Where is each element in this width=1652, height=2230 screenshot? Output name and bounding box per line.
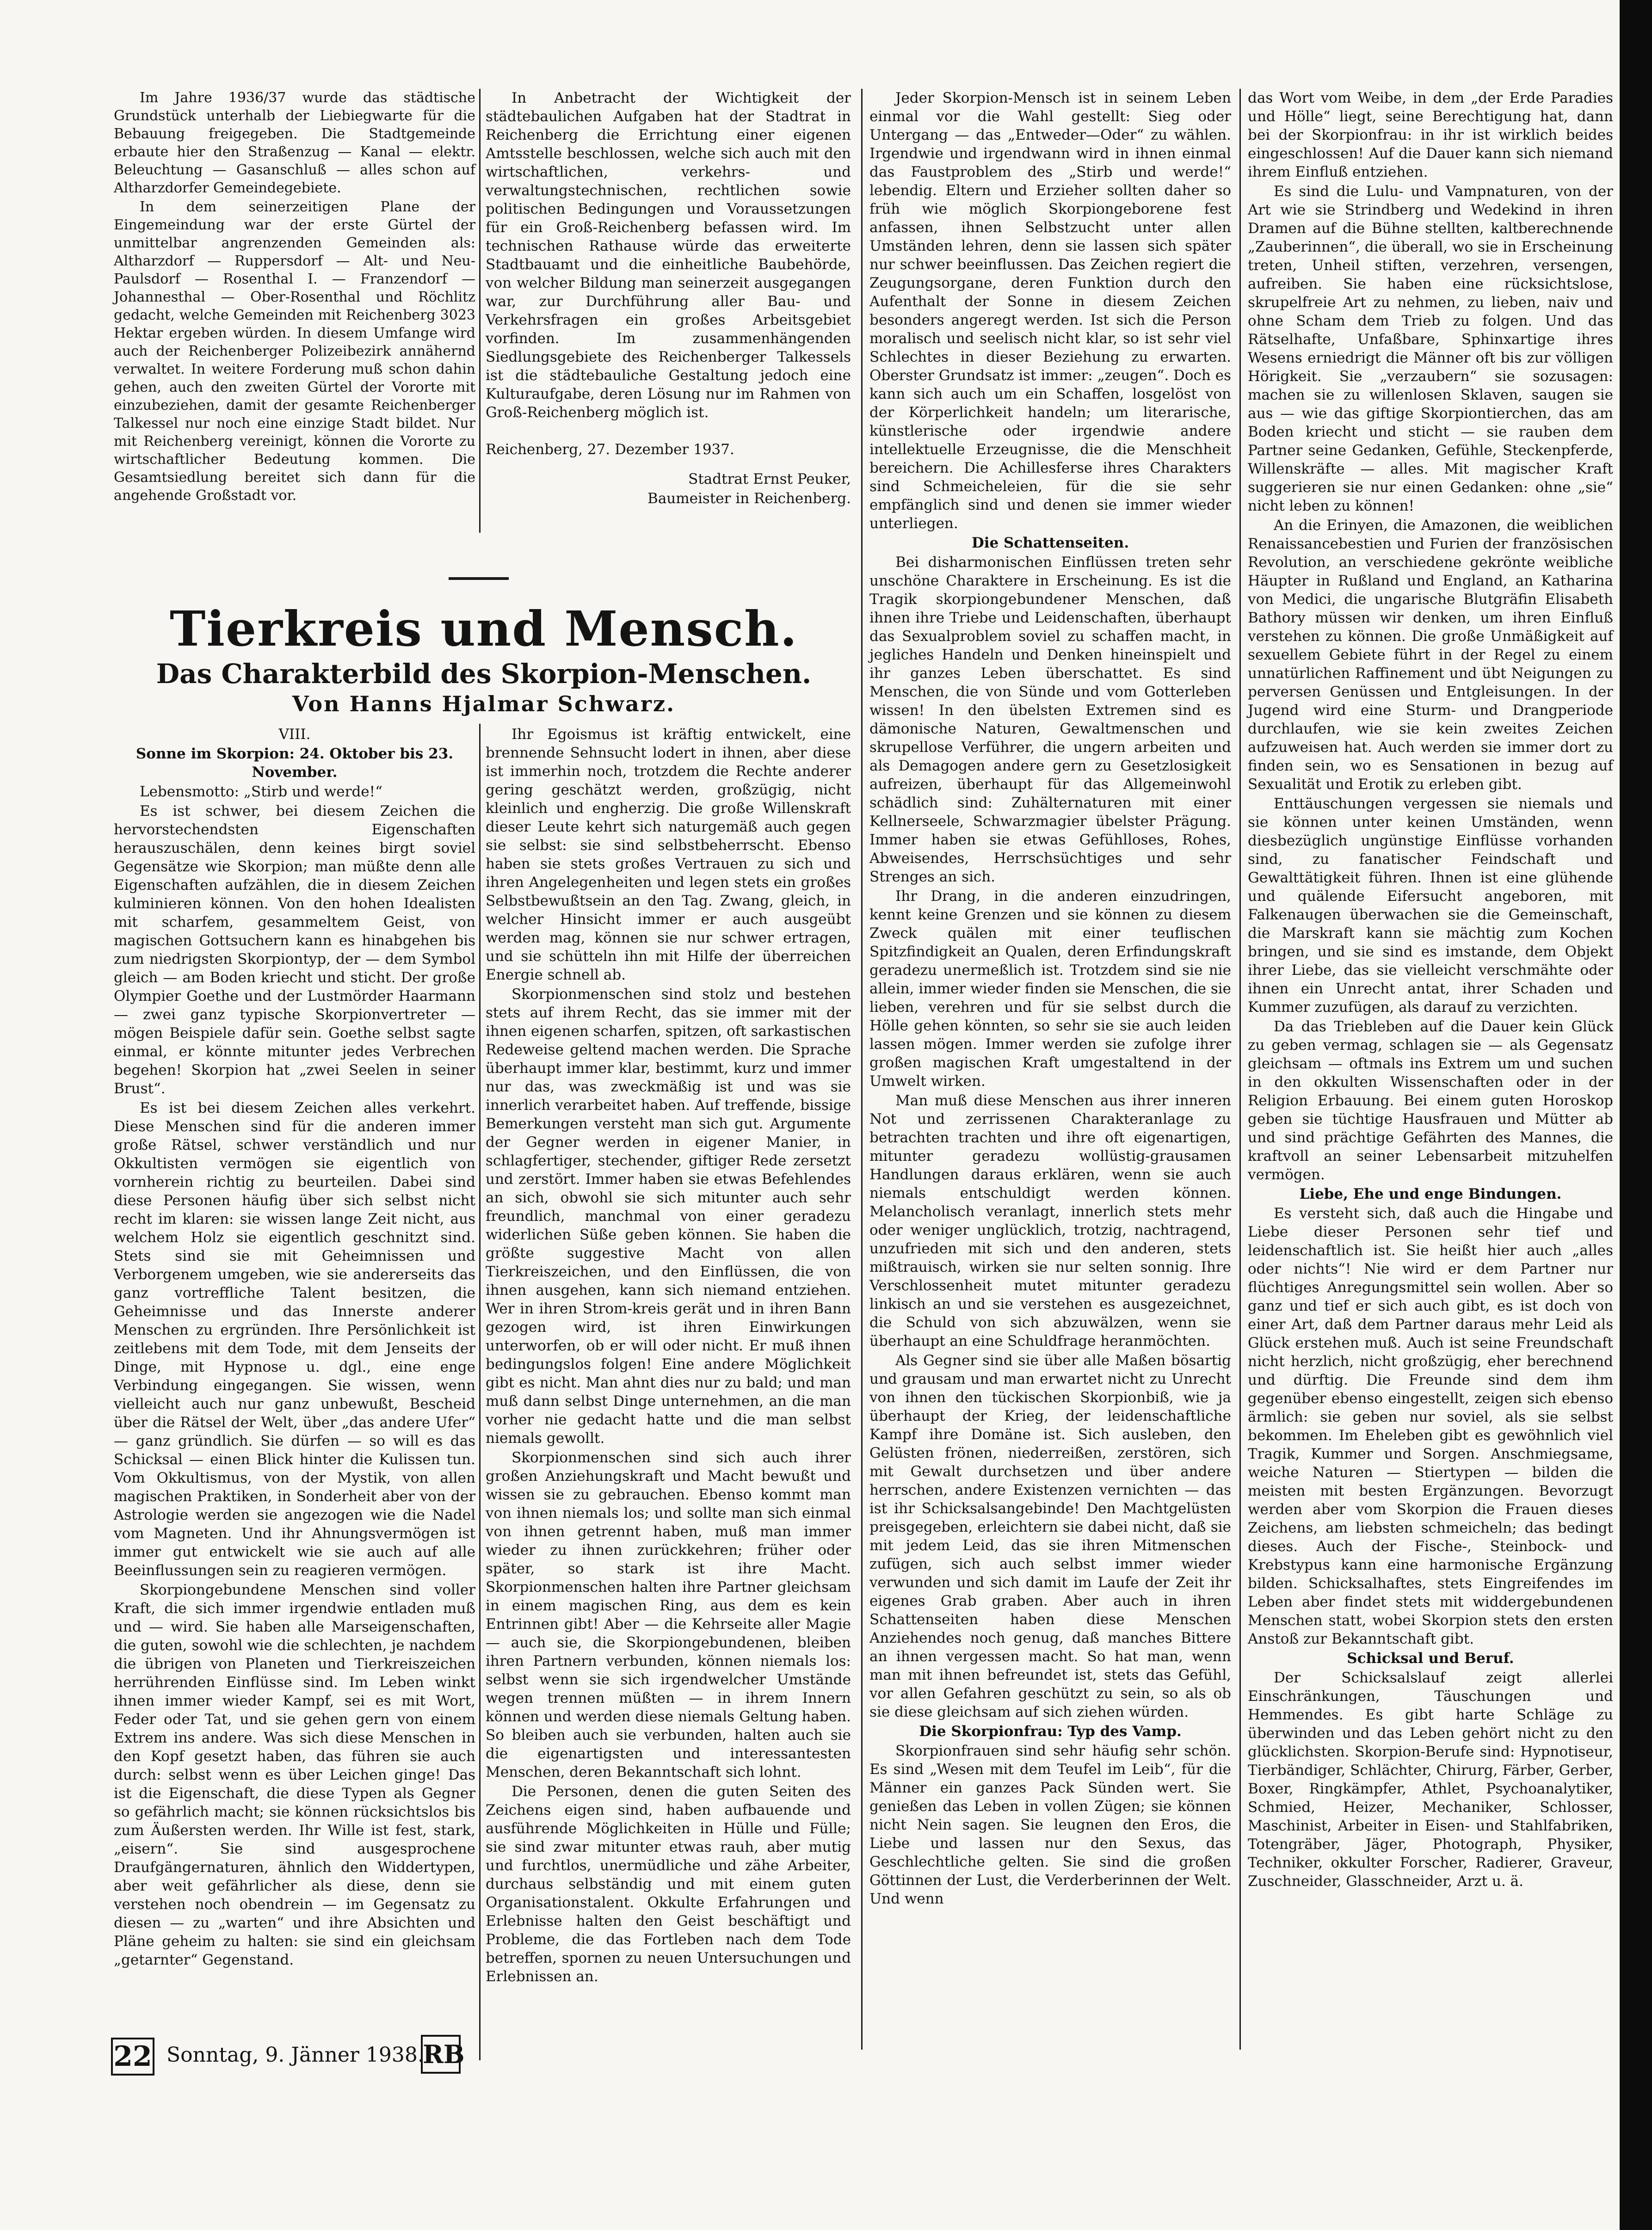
paragraph: das Wort vom Weibe, in dem „der Erde Paradies und Hölle“ liegt, seine Berechtigung hat, dann bei der Skorpionfrau: in ihr ist wirklich beides eingeschlossen! Auf die Dauer kann sich niemand ihrem Einfluß entziehen. bbox=[1248, 90, 1613, 180]
paragraph: Es versteht sich, daß auch die Hingabe und Liebe dieser Personen sehr tief und leidenschaftlich ist. Sie heißt hier auch „alles oder nichts“! Nie wird er dem Partner nur flüchtiges Anregungsmittel sein wollen. Aber so ganz und tief er sich auch gibt, es ist doch von einer Art, daß dem Partner daraus mehr Leid als Glück erstehen muß. Auch ist seine Freundschaft nicht herzlich, nicht großzügig, eher berechnend und dürftig. Die Freunde sind dem ihm gegenüber ebenso eingestellt, zeigen sich ebenso ärmlich: sie geben nur soviel, als sie selbst bekommen. Im Eheleben gibt es gewöhnlich viel Tragik, Kummer und Sorgen. Anschmiegsame, weiche Naturen — Stiertypen — bilden die meisten mit besten Ergänzungen. Bevorzugt werden aber vom Skorpion die Frauen dieses Zeichens, am liebsten schmeicheln; das bedingt dieses. Auch der Fische-, Steinbock- und Krebstypus kann eine harmonische Ergänzung bilden. Schicksalhaftes, stets Eingreifendes im Leben aber findet stets mit widdergebundenen Menschen statt, wobei Skorpion stets den ersten Anstoß zur Bekanntschaft gibt. bbox=[1248, 1205, 1613, 1647]
paragraph: Es ist schwer, bei diesem Zeichen die hervorstechendsten Eigenschaften herauszuschälen, denn keines birgt soviel Gegensätze wie Skorpion; man müßte denn alle Eigenschaften aufzählen, die in diesem Zeichen kulminieren können. Von den hohen Idealisten mit scharfem, gesammeltem Geist, von magischen Gottsuchern kann es hinabgehen bis zum niedrigsten Skorpiontyp, der — dem Symbol gleich — am Boden kriecht und sticht. Der große Olympier Goethe und der Lustmörder Haarmann — zwei ganz typische Skorpionvertreter — mögen Beispiele dafür sein. Goethe selbst sagte einmal, er könnte mitunter jedes Verbrechen begehen! Skorpion hat „zwei Seelen in seiner Brust“. bbox=[114, 803, 475, 1097]
paragraph: Bei disharmonischen Einflüssen treten sehr unschöne Charaktere in Erscheinung. Es ist die Tragik skorpiongebundener Menschen, daß ihnen ihre Triebe und Leidenschaften, überhaupt das Sexualproblem soviel zu schaffen macht, in jegliches Handeln und Denken hineinspielt und ihr ganzes Leben überschattet. Es sind Menschen, die von Sünde und vom Gotterleben wissen! In den übelsten Extremen sind es dämonische Naturen, Gewaltmenschen und skrupellose Verführer, die ungern arbeiten und als Demagogen andere gern zu Gesetzlosigkeit aufreizen, überhaupt für das Allgemeinwohl schädlich sind: Zuhälternaturen mit einer Kellnerseele, Schwarzmagier übelster Prägung. Immer haben sie etwas Gefühlloses, Rohes, Abweisendes, Herrschsüchtiges und sehr Strenges an sich. bbox=[869, 554, 1231, 885]
section-heading-love: Liebe, Ehe und enge Bindungen. bbox=[1299, 1186, 1562, 1202]
signature-name: Stadtrat Ernst Peuker, bbox=[688, 471, 851, 487]
column-rule bbox=[479, 724, 481, 2060]
column-2-bottom bbox=[486, 725, 851, 2034]
paragraph: Skorpionfrauen sind sehr häufig sehr schön. Es sind „Wesen mit dem Teufel im Leib“, für die Männer ein ganzes Pack Sünden wert. Sie genießen das Leben in vollen Zügen; sie können nicht Nein sagen. Sie leugnen den Eros, die Liebe und lassen nur den Sexus, das Geschlechtliche gelten. Sie sind die großen Göttinnen der Lust, die Verderberinnen der Welt. Und wenn bbox=[869, 1743, 1231, 1907]
paragraph: In Anbetracht der Wichtigkeit der städtebaulichen Aufgaben hat der Stadtrat in Reichenberg die Errichtung einer eigenen Amtsstelle beschlossen, welche sich auch mit den wirtschaftlichen, verkehrs- und verwaltungstechnischen, rechtlichen sowie politischen Bedingungen und Voraussetzungen für ein Groß-Reichenberg befassen wird. Im technischen Rathause würde das erweiterte Stadtbauamt und die einheitliche Baubehörde, von welcher Bildung man seinerzeit ausgegangen war, zur Durchführung aller Bau- und Verkehrsfragen ein großes Arbeitsgebiet vorfinden. Im zusammenhängenden Siedlungsgebiete des Reichenberger Talkessels ist die städtebauliche Gestaltung jedoch eine Kulturaufgabe, deren Lösung nur im Rahmen von Groß-Reichenberg möglich ist. bbox=[486, 90, 851, 421]
column-3 bbox=[869, 89, 1231, 2050]
paragraph: Die Personen, denen die guten Seiten des Zeichens eigen sind, haben aufbauende und ausführende Möglichkeiten in Hülle und Fülle; sie sind zwar mitunter etwas rauh, aber mutig und furchtlos, unermüdliche und zähe Arbeiter, durchaus selbständig und mit einem guten Organisationstalent. Okkulte Erfahrungen und Erlebnisse halten den Geist beschäftigt und Probleme, die das Fortleben nach dem Tode betreffen, spornen zu neuen Untersuchungen und Erlebnissen an. bbox=[486, 1783, 851, 1985]
column-2-top bbox=[486, 89, 851, 514]
section-heading-vamp: Die Skorpionfrau: Typ des Vamp. bbox=[919, 1723, 1182, 1740]
article-headline: Tierkreis und Mensch. bbox=[170, 600, 798, 657]
paragraph: Ihr Egoismus ist kräftig entwickelt, eine brennende Sehnsucht lodert in ihnen, aber diese ist immerhin noch, trotzdem die Rechte anderer gering geschätzt werden, großzügig, nicht kleinlich und engherzig. Die große Willenskraft dieser Leute kehrt sich naturgemäß auch gegen sie selbst: sie sind selbstbeherrscht. Ebenso haben sie stets großes Vertrauen zu sich und ihren Angelegenheiten und legen stets ein großes Selbstbewußtsein an den Tag. Zwang, gleich, in welcher Hinsicht immer er auch ausgeübt werden mag, können sie nur schwer ertragen, und sie schütteln ihn mit Hilfe der überreichen Energie schnell ab. bbox=[486, 726, 851, 983]
dateline: Reichenberg, 27. Dezember 1937. bbox=[486, 441, 734, 458]
paragraph: An die Erinyen, die Amazonen, die weiblichen Renaissancebestien und Furien der französischen Revolution, an verschiedene gekrönte weibliche Häupter in Rußland und England, an Katharina von Medici, die ungarische Blutgräfin Elisabeth Bathory müssen wir denken, um ihren Einfluß verstehen zu können. Die große Unmäßigkeit auf sexuellem Gebiete führt in der Regel zu einem unnatürlichen Raffinement und übt Neigungen zu perversen Genüssen und Entgleisungen. In der Jugend wird eine Sturm- und Drangperiode durchlaufen, wie sie kein zweites Zeichen aufzuweisen hat. Auch werden sie immer dort zu finden sein, wo es Sensationen in bezug auf Sexualität und Erotik zu erleben gibt. bbox=[1248, 517, 1613, 793]
paragraph: Ihr Drang, in die anderen einzudringen, kennt keine Grenzen und sie können zu diesem Zweck quälen mit einer teuflischen Spitzfindigkeit an Qualen, deren Erfindungskraft geradezu unermeßlich ist. Trotzdem sind sie nie allein, immer wieder finden sie Menschen, die sie lieben, verehren und für sie selbst durch die Hölle gehen könnten, so sehr sie sie auch leiden lassen mögen. Immer werden sie zufolge ihrer großen magischen Kraft umgestaltend in der Umwelt wirken. bbox=[869, 888, 1231, 1090]
paragraph: Im Jahre 1936/37 wurde das städtische Grundstück unterhalb der Liebiegwarte für die Bebauung freigegeben. Die Stadtgemeinde erbaute hier den Straßenzug — Kanal — elektr. Beleuchtung — Gasanschluß — alles schon auf Altharzdorfer Gemeindegebiete. bbox=[114, 90, 475, 196]
paragraph: Der Schicksalslauf zeigt allerlei Einschränkungen, Täuschungen und Hemmendes. Es gibt harte Schläge zu überwinden und das Leben gehört nicht zu den glücklichsten. Skorpion-Berufe sind: Hypnotiseur, Tierbändiger, Schlächter, Chirurg, Färber, Gerber, Boxer, Ringkämpfer, Athlet, Psychoanalytiker, Schmied, Heizer, Mechaniker, Schlosser, Maschinist, Arbeiter in Eisen- und Stahlfabriken, Totengräber, Jäger, Photograph, Physiker, Techniker, okkulter Forscher, Radierer, Graveur, Zuschneider, Glasschneider, Arzt u. ä. bbox=[1248, 1669, 1613, 1890]
paragraph: Skorpiongebundene Menschen sind voller Kraft, die sich immer irgendwie entladen muß und — wird. Sie haben alle Marseigenschaften, die guten, sowohl wie die schlechten, je nachdem die übrigen von Planeten und Tierkreiszeichen herrührenden Einflüsse sind. Im Leben winkt ihnen immer wieder Kampf, sei es mit Wort, Feder oder Tat, und sie gehen gern von einem Extrem ins andere. Was sich diese Menschen in den Kopf gesetzt haben, das führen sie auch durch: selbst wenn es über Leichen ginge! Das ist die Eigenschaft, die diese Typen als Gegner so gefährlich macht; sie können rücksichtslos bis zum Äußersten werden. Ihr Wille ist fest, stark, „eisern“. Sie sind ausgesprochene Draufgängernaturen, ähnlich den Widdertypen, aber weit gefährlicher als diese, denn sie verstehen noch obendrein — im Gegensatz zu diesen — zu „warten“ und ihre Absichten und Pläne geheim zu halten: sie sind ein gleichsam „getarnter“ Gegenstand. bbox=[114, 1582, 475, 1968]
paragraph: In dem seinerzeitigen Plane der Eingemeindung war der erste Gürtel der unmittelbar angrenzenden Gemeinden als: Altharzdorf — Ruppersdorf — Alt- und Neu-Paulsdorf — Rosenthal I. — Franzendorf — Johannesthal — Ober-Rosenthal und Röchlitz gedacht, welche Gemeinden mit Reichenberg 3023 Hektar ergeben würden. In diesem Umfange wird auch der Reichenberger Polizeibezirk annähernd verwaltet. In weitere Forderung muß schon dahin gehen, auch den zweiten Gürtel der Vororte mit einzubeziehen, damit der gesamte Reichenberger Talkessel nur noch eine einzige Stadt bildet. Nur mit Reichenberg vereinigt, können die Vororte zu wirtschaftlicher Bedeutung kommen. Die Gesamtsiedlung bereitet sich dann für die angehende Großstadt vor. bbox=[114, 199, 475, 504]
motto: Lebensmotto: „Stirb und werde!“ bbox=[140, 783, 382, 800]
paragraph: Da das Triebleben auf die Dauer kein Glück zu geben vermag, schlagen sie — als Gegensatz gleichsam — oftmals ins Extrem um und suchen in den okkulten Wissenschaften oder in der Religion Erbauung. Bei einem guten Horoskop geben sie tüchtige Hausfrauen und Mütter ab und sind prächtige Gefährten des Mannes, die kraftvoll an seiner Lebensarbeit mitzuhelfen vermögen. bbox=[1248, 1018, 1613, 1183]
roman-numeral: VIII. bbox=[278, 726, 311, 743]
column-rule bbox=[861, 89, 863, 2050]
article-byline: Von Hanns Hjalmar Schwarz. bbox=[292, 691, 676, 716]
paragraph: Skorpionmenschen sind sich auch ihrer großen Anziehungskraft und Macht bewußt und wissen sie zu gebrauchen. Ebenso kommt man von ihnen niemals los; und sollte man sich einmal von ihnen getrennt haben, muß man immer wieder zu ihnen zurückkehren; früher oder später, so stark ist ihre Macht. Skorpionmenschen halten ihre Partner gleichsam in einem magischen Ring, aus dem es kein Entrinnen gibt! Aber — die Kehrseite aller Magie — auch sie, die Skorpiongebundenen, bleiben ihren Partnern verbunden, können niemals los: selbst wenn sie sich irgendwelcher Umstände wegen trennen müßten — in ihrem Innern können und werden diese niemals Geltung haben. So bleiben auch sie verbunden, halten auch sie die eigenartigsten und interessantesten Menschen, deren Bekanntschaft sich lohnt. bbox=[486, 1449, 851, 1780]
signature-title: Baumeister in Reichenberg. bbox=[647, 490, 851, 507]
column-rule bbox=[479, 89, 481, 533]
page-number: 22 bbox=[111, 2038, 154, 2076]
paragraph: Es ist bei diesem Zeichen alles verkehrt. Diese Menschen sind für die anderen immer große Rätsel, schwer verständlich und nur Okkultisten vermögen sie eigentlich von vornherein richtig zu beurteilen. Dabei sind diese Personen häufig über sich selbst nicht recht im klaren: sie wissen lange Zeit nicht, aus welchem Holz sie eigentlich geschnitzt sind. Stets sind sie mit Geheimnissen und Verborgenem umgeben, wie sie andererseits das ganz vortreffliche Talent besitzen, die Geheimnisse und das Innerste anderer Menschen zu ergründen. Ihre Persönlichkeit ist zeitlebens mit dem Tode, mit dem Jenseits der Dinge, mit Hypnose u. dgl., eine enge Verbindung eingegangen. Sie wissen, wenn vielleicht auch nur ganz unbewußt, Bescheid über die Rätsel der Welt, über „das andere Ufer“ — ganz gründlich. Sie dürfen — so will es das Schicksal — einen Blick hinter die Kulissen tun. Vom Okkultismus, von der Mystik, von allen magischen Praktiken, in Sonderheit aber von der Astrologie werden sie angezogen wie die Nadel vom Magneten. Und ihr Ahnungsvermögen ist immer gut entwickelt wie sie auch auf alle Beeinflussungen sein zu reagieren vermögen. bbox=[114, 1100, 475, 1579]
headline-rule bbox=[449, 577, 509, 580]
section-heading-fate: Schicksal und Beruf. bbox=[1347, 1650, 1514, 1667]
column-1-top bbox=[114, 89, 475, 532]
issue-date: Sonntag, 9. Jänner 1938. bbox=[166, 2043, 424, 2067]
column-1-bottom bbox=[114, 725, 475, 2034]
paragraph: Es sind die Lulu- und Vampnaturen, von der Art wie sie Strindberg und Wedekind in ihren Dramen auf die Bühne stellten, kaltberechnende „Zauberinnen“, die überall, wo sie in Erscheinung treten, Unheil stiften, verzehren, versengen, aufreiben. Sie haben eine rücksichtslose, skrupelfreie Art zu nehmen, zu lieben, naiv und ohne Scham dem Trieb zu folgen. Und das Rätselhafte, Unfaßbare, Sphinxartige ihres Wesens erniedrigt die Männer oft bis zur völligen Hörigkeit. Sie „verzaubern“ sie sozusagen: machen sie zu willenlosen Sklaven, saugen sie aus — wie das giftige Skorpiontierchen, das am Boden kriecht und sticht — sie rauben dem Partner seine Gedanken, Gefühle, Steckenpferde, Willenskräfte — alles. Mit magischer Kraft suggerieren sie nur einen Gedanken: ohne „sie“ nicht leben zu können! bbox=[1248, 183, 1613, 514]
paragraph: Als Gegner sind sie über alle Maßen bösartig und grausam und man erwartet nicht zu Unrecht von ihnen den tückischen Skorpionbiß, wie ja überhaupt der Krieg, der leidenschaftliche Kampf ihre Domäne ist. Sich ausleben, den Gelüsten frönen, niederreißen, zerstören, sich mit Gewalt durchsetzen und über andere herrschen, andere Existenzen vernichten — das ist ihr Schicksalsangebinde! Den Machtgelüsten preisgegeben, erleichtern sie dabei nicht, daß sie mit jedem Leid, das sie ihren Mitmenschen zufügen, sich auch selbst immer wieder verwunden und sich damit im Laufe der Zeit ihr eigenes Grab graben. Aber auch in ihren Schattenseiten haben diese Menschen Anziehendes noch genug, daß manches Bittere an ihnen vergessen macht. So hat man, wenn man mit ihnen befreundet ist, stets das Gefühl, vor allen Gefahren geschützt zu sein, so als ob sie diese gleichsam auf sich ziehen würden. bbox=[869, 1352, 1231, 1720]
paragraph: Enttäuschungen vergessen sie niemals und sie können unter keinen Umständen, wenn diesbezüglich ungünstige Einflüsse vorhanden sind, zu fanatischer Feindschaft und Gewalttätigkeit führen. Ihnen ist eine glühende und quälende Eifersucht angeboren, mit Falkenaugen überwachen sie die Gemeinschaft, die Marskraft kann sie mächtig zum Kochen bringen, und sie sind es imstande, dem Objekt ihrer Liebe, das sie vielleicht verschmähte oder ihnen ein Unrecht antat, ihrer Schaden und Kummer zuzufügen, als darauf zu verzichten. bbox=[1248, 795, 1613, 1016]
paragraph: Skorpionmenschen sind stolz und bestehen stets auf ihrem Recht, das sie immer mit der ihnen eigenen scharfen, spitzen, oft sarkastischen Redeweise geltend machen werden. Die Sprache überhaupt immer klar, bestimmt, kurz und immer nur das, was zweckmäßig ist und was sie innerlich verarbeitet haben. Auf treffende, bissige Bemerkungen versteht man sich gut. Argumente der Gegner werden in eigener Manier, in schlagfertiger, stechender, giftiger Rede zersetzt und zerstört. Immer haben sie etwas Befehlendes an sich, obwohl sie sich mitunter auch sehr freundlich, manchmal von einer geradezu widerlichen Süße geben können. Sie haben die größte suggestive Macht von allen Tierkreiszeichen, und den Einflüssen, die von ihnen ausgehen, kann sich niemand entziehen. Wer in ihren Strom-kreis gerät und in ihren Bann gezogen wird, ist ihren Einwirkungen unterworfen, ob er will oder nicht. Er muß ihnen bedingungslos folgen! Eine andere Möglichkeit gibt es nicht. Man ahnt dies nur zu bald; und man muß dann selbst Dinge unternehmen, an die man vorher nie gedacht hatte und die man selbst niemals gewollt. bbox=[486, 986, 851, 1447]
column-rule bbox=[1239, 89, 1241, 2050]
sun-sign-heading: Sonne im Skorpion: 24. Oktober bis 23. November. bbox=[136, 745, 454, 781]
scan-border-right bbox=[1620, 0, 1652, 2230]
column-4 bbox=[1248, 89, 1613, 2050]
newspaper-logo: RB bbox=[421, 2035, 461, 2074]
article-subheadline: Das Charakterbild des Skorpion-Menschen. bbox=[156, 658, 812, 690]
paragraph: Jeder Skorpion-Mensch ist in seinem Leben einmal vor die Wahl gestellt: Sieg oder Untergang — das „Entweder—Oder“ zu wählen. Irgendwie und irgendwann wird in ihnen einmal das Faustproblem des „Stirb und werde!“ lebendig. Eltern und Erzieher sollten daher so früh wie möglich Skorpiongeborene fest anfassen, ihnen Selbstzucht unter allen Umständen lehren, denn sie lassen sich später nur schwer beeinflussen. Das Zeichen regiert die Zeugungsorgane, deren Funktion durch den Aufenthalt der Sonne in diesem Zeichen besonders angeregt werden. Ist sich die Person moralisch und seelisch nicht klar, so ist sehr viel Schlechtes in dieser Beziehung zu erwarten. Oberster Grundsatz ist immer: „zeugen“. Doch es kann sich auch um ein Schaffen, losgelöst von der Körperlichkeit handeln; um literarische, künstlerische oder irgendwie andere intellektuelle Erzeugnisse, die die Menschheit bereichern. Die Achillesferse ihres Charakters sind Schmeicheleien, für die sie sehr empfänglich sind und denen sie immer wieder unterliegen. bbox=[869, 90, 1231, 532]
paragraph: Man muß diese Menschen aus ihrer inneren Not und zerrissenen Charakteranlage zu betrachten trachten und ihre oft eigenartigen, mitunter geradezu wollüstig-grausamen Handlungen daraus erklären, wenn sie auch niemals entschuldigt werden können. Melancholisch veranlagt, innerlich stets mehr oder weniger unglücklich, trotzig, nachtragend, unzufrieden mit sich und den anderen, stets mißtrauisch, wirken sie nur selten sonnig. Ihre Verschlossenheit mutet mitunter geradezu linkisch an und sie verstehen es ausgezeichnet, die Schuld von sich abzuwälzen, wenn sie überhaupt an eine Schuldfrage heranmöchten. bbox=[869, 1092, 1231, 1349]
section-heading-shadow: Die Schattenseiten. bbox=[971, 535, 1129, 551]
